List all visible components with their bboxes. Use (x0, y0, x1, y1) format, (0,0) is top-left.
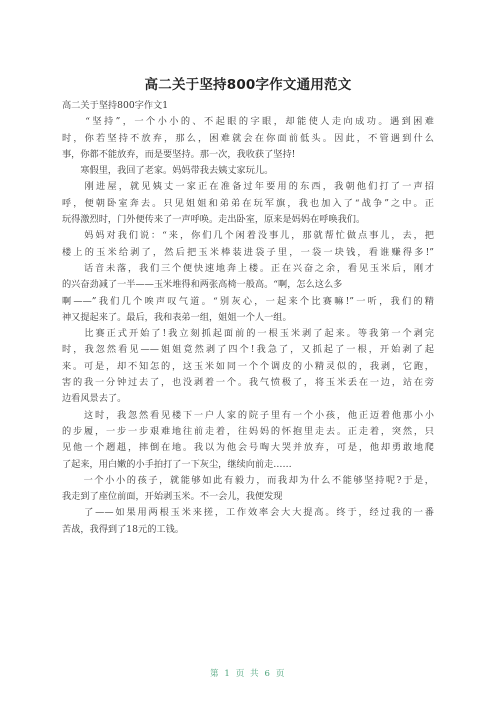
text-line: 来。可是，却不知怎的，这玉米如同一个个调皮的小精灵似的，我剥，它跑， (62, 360, 434, 372)
text-line: 我走到了座位前面，开始剥玉米。不一会儿，我便发现 (62, 491, 283, 503)
text-line: 见他一个趔趄，摔倒在地。我以为他会号啕大哭并放弃，可是，他却勇敢地爬 (62, 442, 434, 454)
text-line: 啊——”我们几个唉声叹气道。“别灰心，一起来个比赛嘛!”一听，我们的精 (62, 295, 434, 307)
text-line: 的步履，一步一步艰难地往前走着，往妈妈的怀抱里走去。正走着，突然，只 (62, 425, 434, 437)
text-line: 时，我忽然看见——姐姐竟然剥了四个!我急了，又抓起了一根，开始剥了起 (62, 344, 434, 356)
document-title: 高二关于坚持800字作文通用范文 (144, 77, 352, 93)
page-number-label: 第 1 页 共 6 页 (210, 669, 286, 679)
text-line: 呼，便朝卧室奔去。只见姐姐和弟弟在玩军旗，我也加入了“战争”之中。正 (62, 197, 434, 209)
text-line: 一个小小的孩子，就能够如此有毅力，而我却为什么不能够坚持呢?于是， (62, 474, 434, 486)
text-line: 苦战，我得到了18元的工钱。 (62, 523, 184, 535)
text-line: “坚持”，一个小小的、不起眼的字眼，却能使人走向成功。遇到困难 (62, 116, 434, 128)
text-line: 楼上的玉米给剥了，然后把玉米棒装进袋子里，一袋一块钱，看谁赚得多!” (62, 246, 434, 258)
text-line: 刚进屋，就见姨丈一家正在准备过年要用的东西，我朝他们打了一声招 (62, 181, 434, 193)
text-line: 时，你若坚持不放弃，那么，困难就会在你面前低头。因此，不管遇到什么 (62, 132, 434, 144)
text-line: 神又提起来了。最后，我和表弟一组，姐姐一个人一组。 (62, 311, 292, 323)
text-line: 的兴奋劲减了一半——玉米堆得和两张高椅一般高。“啊，怎么这么多 (62, 279, 343, 291)
text-line: 话音未落，我们三个便快速地奔上楼。正在兴奋之余，看见玉米后，刚才 (62, 262, 434, 274)
text-line: 比赛正式开始了!我立刻抓起面前的一根玉米剥了起来。等我第一个剥完 (62, 328, 434, 340)
text-line: 了起来，用白嫩的小手拍打了一下灰尘，继续向前走…… (62, 458, 292, 470)
page-footer (0, 667, 496, 679)
text-line: 害的我一分钟过去了，也没剥着一个。我气愤极了，将玉米丢在一边，站在旁 (62, 377, 434, 389)
text-line: 了——如果用两根玉米来搓，工作效率会大大提高。终于，经过我的一番 (62, 507, 434, 519)
text-line: 边看风景去了。 (62, 393, 127, 405)
section-heading: 高二关于坚持800字作文1 (62, 100, 169, 111)
document-body (62, 98, 434, 538)
text-line: 事，你都不能放弃，而是要坚持。那一次，我收获了坚持! (62, 148, 296, 160)
text-line: 妈妈对我们说：“来，你们几个闲着没事儿，那就帮忙做点事儿，去，把 (62, 230, 434, 242)
text-line: 这时，我忽然看见楼下一户人家的院子里有一个小孩，他正迈着他那小小 (62, 409, 434, 421)
text-line: 寒假里，我回了老家。妈妈带我去姨丈家玩儿。 (62, 165, 274, 177)
text-line: 玩得激烈时，门外便传来了一声呼唤。走出卧室，原来是妈妈在呼唤我们。 (62, 214, 366, 226)
